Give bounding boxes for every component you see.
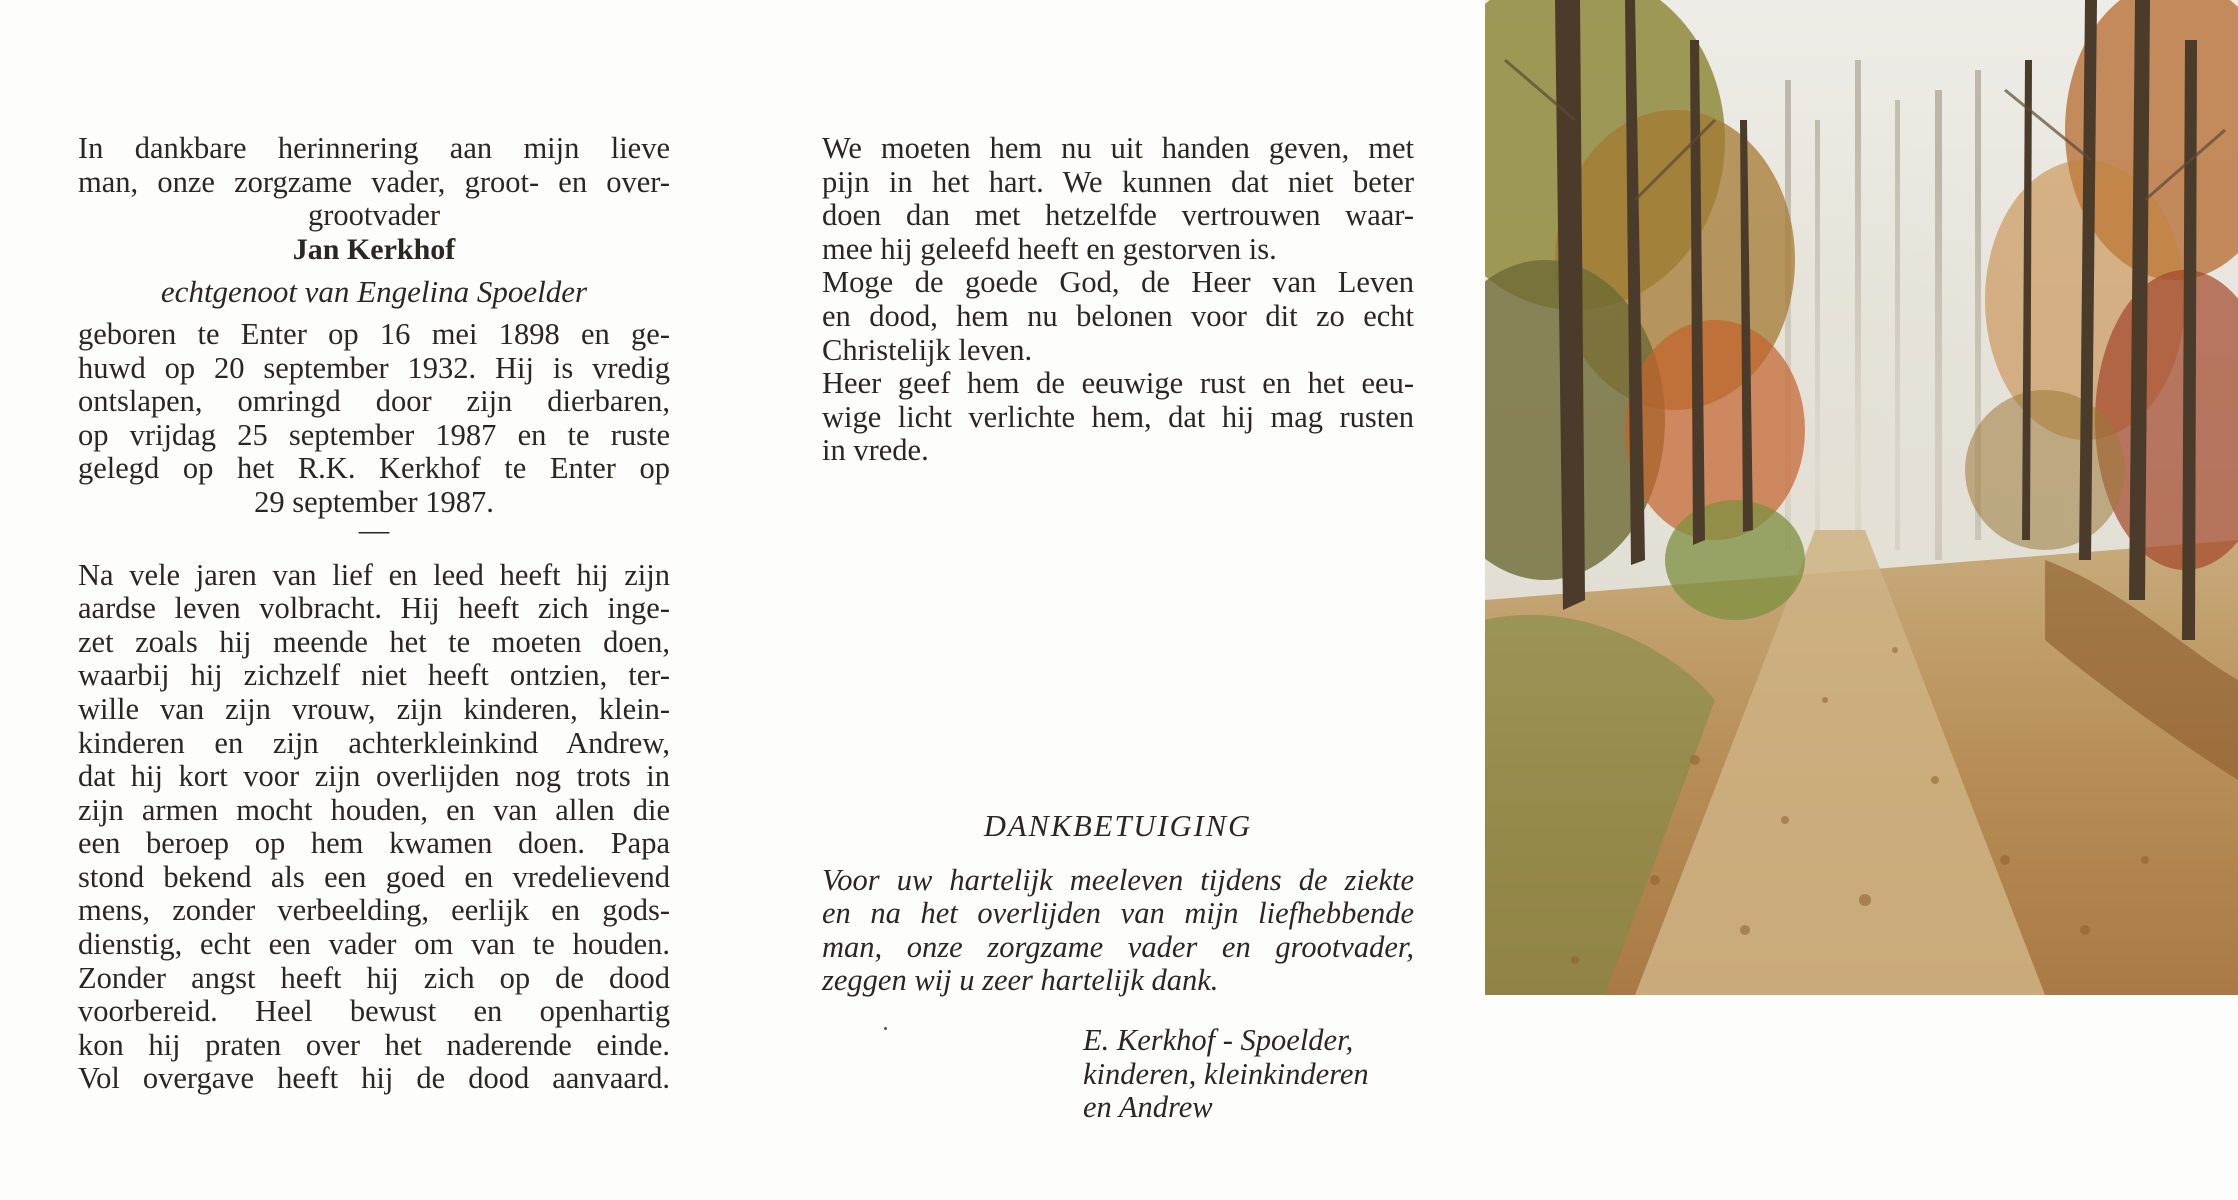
signature-line: E. Kerkhof - Spoelder,: [1083, 1023, 1354, 1057]
prayer-text: [822, 132, 1414, 468]
left-column: [78, 132, 670, 1096]
prayer-line: en dood, hem nu belonen voor dit zo echt: [822, 298, 1414, 333]
birth-line: gelegd op het R.K. Kerkhof te Enter op: [78, 451, 670, 486]
birth-line: geboren te Enter op 16 mei 1898 en ge-: [78, 316, 670, 351]
thanks-line: man, onze zorgzame vader en grootvader,: [822, 929, 1414, 964]
spouse-line: echtgenoot van Engelina Spoelder: [160, 274, 588, 310]
deceased-name: Jan Kerkhof: [292, 232, 456, 266]
life-line: zet zoals hij meende het te moeten doen,: [78, 624, 670, 659]
thanks-line: Voor uw hartelijk meeleven tijdens de ziekte: [822, 862, 1414, 897]
life-line: een beroep op hem kwamen doen. Papa: [78, 826, 670, 861]
intro-line: In dankbare herinnering aan mijn lieve: [78, 131, 670, 165]
signature-line: en Andrew: [1083, 1090, 1213, 1125]
prayer-line: wige licht verlichte hem, dat hij mag rusten: [822, 399, 1414, 434]
thanks-line: zeggen wij u zeer hartelijk dank.: [822, 963, 1219, 998]
signature-block: [1083, 1024, 1418, 1125]
prayer-line: pijn in het hart. We kunnen dat niet beter: [822, 164, 1414, 199]
life-line: Vol overgave heeft hij de dood aanvaard.: [78, 1061, 670, 1096]
signature-line: kinderen, kleinkinderen: [1083, 1056, 1369, 1091]
prayer-line: doen dan met hetzelfde vertrouwen waar-: [822, 198, 1414, 233]
life-line: zijn armen mocht houden, en van allen die: [78, 792, 670, 827]
life-line: mens, zonder verbeelding, eerlijk en gods-: [78, 893, 670, 928]
intro-line: man, onze zorgzame vader, groot- en over-: [78, 164, 670, 199]
birth-line: 29 september 1987.: [254, 484, 494, 519]
life-line: aardse leven volbracht. Hij heeft zich inge-: [78, 591, 670, 626]
forest-path-illustration: [1485, 0, 2238, 995]
birth-line: huwd op 20 september 1932. Hij is vredig: [78, 350, 670, 385]
life-line: kon hij praten over het naderende einde.: [78, 1027, 670, 1062]
life-line: stond bekend als een goed en vredelievend: [78, 859, 670, 894]
life-line: wille van zijn vrouw, zijn kinderen, klein-: [78, 691, 670, 726]
prayer-line: We moeten hem nu uit handen geven, met: [822, 131, 1414, 165]
prayer-line: Heer geef hem de eeuwige rust en het eeu-: [822, 366, 1414, 401]
intro-line: grootvader: [307, 198, 441, 233]
thanks-section: [822, 810, 1414, 998]
life-line: Zonder angst heeft hij zich op de dood: [78, 960, 670, 995]
birth-line: ontslapen, omringd door zijn dierbaren,: [78, 384, 670, 419]
thanks-heading: DANKBETUIGING: [983, 809, 1253, 843]
prayer-line: Christelijk leven.: [822, 332, 1033, 367]
prayer-line: Moge de goede God, de Heer van Leven: [822, 265, 1414, 300]
prayer-line: in vrede.: [822, 433, 929, 468]
life-line: Na vele jaren van lief en leed heeft hij zijn: [78, 557, 670, 592]
section-divider: —: [358, 512, 390, 547]
life-line: dat hij kort voor zijn overlijden nog trots in: [78, 759, 670, 794]
thanks-line: en na het overlijden van mijn liefhebbende: [822, 896, 1414, 931]
life-line: waarbij hij zichzelf niet heeft ontzien, ter-: [78, 658, 670, 693]
autumn-forest-photo: [1485, 0, 2238, 995]
life-line: voorbereid. Heel bewust en openhartig: [78, 994, 670, 1029]
print-speck: [884, 1027, 887, 1030]
prayer-line: mee hij geleefd heeft en gestorven is.: [822, 231, 1277, 266]
life-line: kinderen en zijn achterkleinkind Andrew,: [78, 725, 670, 760]
birth-line: op vrijdag 25 september 1987 en te ruste: [78, 417, 670, 452]
life-line: dienstig, echt een vader om van te houden.: [78, 927, 670, 962]
